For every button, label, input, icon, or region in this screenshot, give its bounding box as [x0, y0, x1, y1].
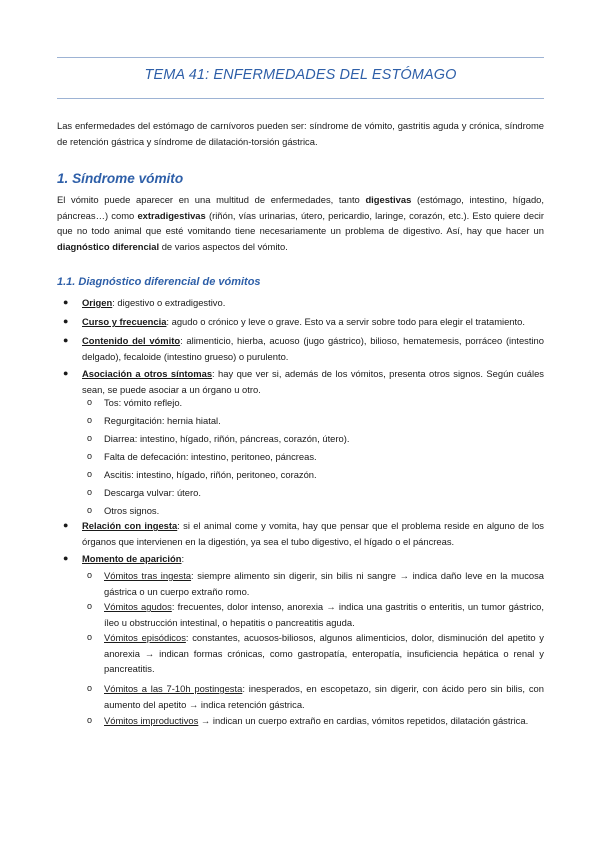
circle-bullet-icon: o	[87, 505, 93, 515]
sub-item-momento: Vómitos a las 7-10h postingesta: inesperados, en escopetazo, sin digerir, con ácido pero sin bilis, con aumento del apetito → indica retención gástrica.	[104, 683, 544, 710]
sub-item-momento: Vómitos episódicos: constantes, acuosos-biliosos, algunos alimenticios, dolor, disminución del apetito y anorexia → indican formas crónicas, como gastropatía, enteropatía, insuficiencia hepática o renal y pancreatitis.	[104, 632, 544, 674]
title-bottom-rule	[57, 98, 544, 99]
circle-bullet-icon: o	[87, 487, 93, 497]
bullet-icon: ●	[63, 316, 69, 326]
sub-item: Falta de defecación: intestino, peritoneo, páncreas.	[104, 451, 317, 462]
circle-bullet-icon: o	[87, 601, 93, 611]
intro-paragraph: Las enfermedades del estómago de carnívoros pueden ser: síndrome de vómito, gastritis aguda y crónica, síndrome de retención gástrica y síndrome de dilatación-torsión gástrica.	[57, 120, 544, 147]
sub-item: Descarga vulvar: útero.	[104, 487, 201, 498]
bullet-icon: ●	[63, 553, 69, 563]
sub-item: Diarrea: intestino, hígado, riñón, páncreas, corazón, útero).	[104, 433, 350, 444]
page-title: TEMA 41: ENFERMEDADES DEL ESTÓMAGO	[144, 67, 457, 83]
circle-bullet-icon: o	[87, 433, 93, 443]
sub-item-momento: Vómitos improductivos → indican un cuerpo extraño en cardias, vómitos repetidos, dilatación gástrica.	[104, 715, 529, 726]
list-item-relacion: Relación con ingesta: si el animal come y vomita, hay que pensar que el problema reside en alguno de los órganos que intervienen en la digestión, ya sea el tubo digestivo, el hígado o el páncreas.	[82, 520, 544, 547]
section-paragraph: El vómito puede aparecer en una multitud de enfermedades, tanto digestivas (estómago, intestino, hígado, páncreas…) como extradigestivas (riñón, vías urinarias, útero, pericardio, laringe, corazón, etc.). Esto quiere decir que no todo animal que esté vomitando tiene necesariamente un problema de digestivo. Así, hay que hacer un diagnóstico diferencial de varios aspectos del vómito.	[57, 194, 545, 252]
sub-item: Regurgitación: hernia hiatal.	[104, 415, 221, 426]
bullet-icon: ●	[63, 520, 69, 530]
circle-bullet-icon: o	[87, 715, 93, 725]
list-item-asociacion: Asociación a otros síntomas: hay que ver si, además de los vómitos, presenta otros signos. Según cuáles sean, se puede asociar a un órgano u otro.	[82, 368, 544, 395]
sub-item-momento: Vómitos agudos: frecuentes, dolor intenso, anorexia → indica una gastritis o enteritis, un tumor gástrico, íleo u obstrucción intestinal, o hepatitis o pancreatitis aguda.	[104, 601, 544, 628]
circle-bullet-icon: o	[87, 570, 93, 580]
bullet-icon: ●	[63, 335, 69, 345]
title-top-rule	[57, 57, 544, 58]
list-item-origen: Origen: digestivo o extradigestivo.	[82, 297, 226, 308]
bullet-icon: ●	[63, 297, 69, 307]
subsection-heading: 1.1. Diagnóstico diferencial de vómitos	[57, 276, 261, 288]
section-heading: 1. Síndrome vómito	[57, 171, 184, 186]
sub-item: Otros signos.	[104, 505, 160, 516]
list-item-momento: Momento de aparición:	[82, 553, 185, 564]
bullet-icon: ●	[63, 368, 69, 378]
sub-item: Ascitis: intestino, hígado, riñón, peritoneo, corazón.	[104, 469, 317, 480]
sub-item: Tos: vómito reflejo.	[104, 397, 183, 408]
circle-bullet-icon: o	[87, 683, 93, 693]
list-item-curso: Curso y frecuencia: agudo o crónico y leve o grave. Esto va a servir sobre todo para elegir el tratamiento.	[82, 316, 525, 327]
list-item-contenido: Contenido del vómito: alimenticio, hierba, acuoso (jugo gástrico), bilioso, hematemesis, porráceo (intestino delgado), fecaloide (intestino grueso) o purulento.	[82, 335, 544, 362]
circle-bullet-icon: o	[87, 632, 93, 642]
sub-item-momento: Vómitos tras ingesta: siempre alimento sin digerir, sin bilis ni sangre → indica daño leve en la mucosa gástrica o un cuerpo extraño romo.	[104, 570, 544, 597]
circle-bullet-icon: o	[87, 469, 93, 479]
circle-bullet-icon: o	[87, 451, 93, 461]
circle-bullet-icon: o	[87, 397, 93, 407]
circle-bullet-icon: o	[87, 415, 93, 425]
